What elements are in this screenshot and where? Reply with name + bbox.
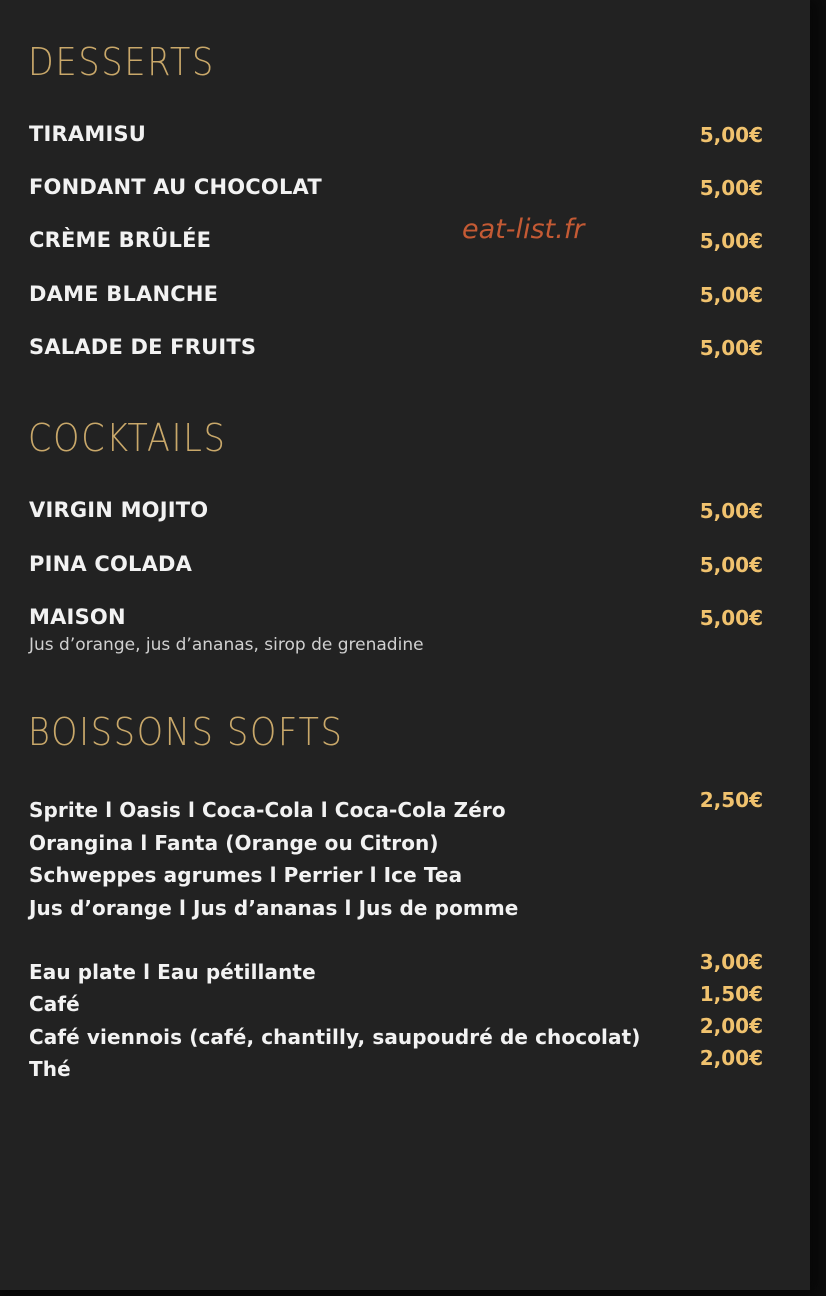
cocktail-description: Jus d’orange, jus d’ananas, sirop de grenadine — [29, 635, 424, 655]
watermark: eat-list.fr — [462, 214, 585, 245]
dessert-price: 5,00€ — [699, 176, 763, 200]
soft-line: Jus d’orange l Jus d’ananas l Jus de pomme — [29, 896, 519, 920]
soft-item-price: 2,00€ — [699, 1014, 763, 1038]
dessert-name: TIRAMISU — [29, 122, 147, 146]
dessert-name: SALADE DE FRUITS — [29, 335, 257, 359]
cocktail-name: VIRGIN MOJITO — [29, 498, 209, 522]
cocktail-price: 5,00€ — [699, 606, 763, 630]
soft-item-price: 3,00€ — [699, 950, 763, 974]
dessert-price: 5,00€ — [699, 123, 763, 147]
soft-item-price: 2,00€ — [699, 1046, 763, 1070]
soft-line: Sprite l Oasis l Coca-Cola l Coca-Cola Zéro — [29, 798, 506, 822]
soft-line: Schweppes agrumes l Perrier l Ice Tea — [29, 863, 463, 887]
cocktail-name: MAISON — [29, 605, 126, 629]
soft-item-name: Café — [29, 992, 80, 1016]
dessert-price: 5,00€ — [699, 283, 763, 307]
cocktail-name: PINA COLADA — [29, 552, 193, 576]
softs-title: BOISSONS SOFTS — [28, 710, 344, 754]
dessert-price: 5,00€ — [699, 336, 763, 360]
soft-item-name: Eau plate l Eau pétillante — [29, 960, 316, 984]
desserts-title: DESSERTS — [28, 40, 215, 84]
soft-line: Orangina l Fanta (Orange ou Citron) — [29, 831, 439, 855]
soft-item-name: Thé — [29, 1057, 71, 1081]
soft-item-price: 1,50€ — [699, 982, 763, 1006]
dessert-name: FONDANT AU CHOCOLAT — [29, 175, 322, 199]
cocktail-price: 5,00€ — [699, 499, 763, 523]
cocktails-title: COCKTAILS — [28, 416, 227, 460]
soft-item-name: Café viennois (café, chantilly, saupoudré de chocolat) — [29, 1025, 641, 1049]
dessert-price: 5,00€ — [699, 229, 763, 253]
soft-group-price: 2,50€ — [699, 788, 763, 812]
cocktail-price: 5,00€ — [699, 553, 763, 577]
dessert-name: CRÈME BRÛLÉE — [29, 228, 212, 252]
dessert-name: DAME BLANCHE — [29, 282, 219, 306]
